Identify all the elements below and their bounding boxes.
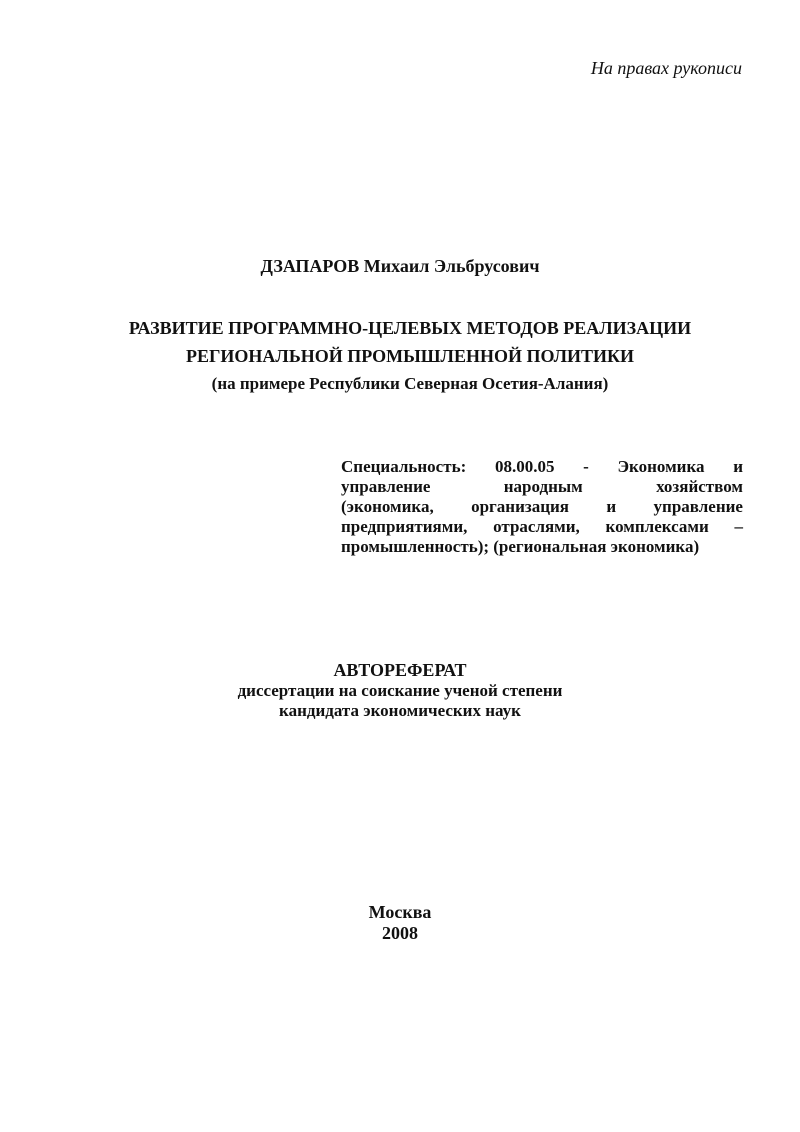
city: Москва: [368, 902, 432, 922]
specialty-line: [341, 517, 743, 537]
specialty-word: Специальность:: [341, 457, 467, 476]
specialty-word: комплексами: [605, 517, 709, 536]
specialty-word: -: [583, 457, 589, 476]
specialty-word: народным: [503, 477, 583, 496]
dissertation-title: [60, 314, 760, 398]
specialty-line: [341, 457, 743, 477]
title-subtitle: (на примере Республики Северная Осетия-Алания): [211, 374, 609, 393]
title-line-2: РЕГИОНАЛЬНОЙ ПРОМЫШЛЕННОЙ ПОЛИТИКИ: [185, 346, 635, 366]
specialty-word: управление: [341, 477, 431, 496]
specialty-line: [341, 477, 743, 497]
place-and-year: [0, 902, 800, 944]
specialty-word: хозяйством: [656, 477, 743, 496]
specialty-word: и: [606, 497, 617, 516]
year: 2008: [382, 923, 418, 943]
document-type-line-2: кандидата экономических наук: [279, 701, 521, 720]
specialty-word: Экономика: [617, 457, 705, 476]
specialty-word: (экономика,: [341, 497, 434, 516]
specialty-word: организация: [471, 497, 569, 516]
specialty-line: [341, 497, 743, 517]
specialty-line: [341, 537, 743, 557]
document-type-line-1: диссертации на соискание ученой степени: [237, 681, 563, 700]
specialty-word: предприятиями,: [341, 517, 468, 536]
rights-note: На правах рукописи: [590, 58, 742, 78]
document-type: [0, 659, 800, 721]
specialty-word: промышленность); (региональная экономика): [341, 537, 700, 556]
author-name: ДЗАПАРОВ Михаил Эльбрусович: [260, 256, 540, 276]
specialty-block: [341, 457, 743, 557]
specialty-word: и: [733, 457, 743, 476]
title-line-1: РАЗВИТИЕ ПРОГРАММНО-ЦЕЛЕВЫХ МЕТОДОВ РЕАЛИЗАЦИИ: [128, 318, 692, 338]
specialty-word: –: [734, 517, 743, 536]
document-type-heading: АВТОРЕФЕРАТ: [333, 660, 467, 680]
specialty-word: 08.00.05: [494, 457, 555, 476]
specialty-word: отраслями,: [493, 517, 580, 536]
specialty-word: управление: [653, 497, 743, 516]
